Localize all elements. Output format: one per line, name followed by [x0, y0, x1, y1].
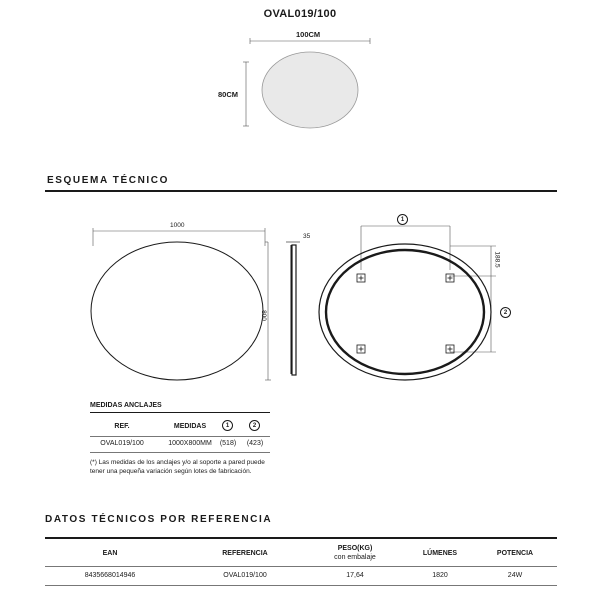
side-view [286, 242, 300, 375]
datos-heading-rule [45, 537, 557, 539]
datos-col-lumenes: LÚMENES [422, 550, 458, 557]
datos-col-peso: PESO(KG) [337, 545, 373, 552]
anchors-col-1: 1 [222, 420, 233, 431]
anchors-col-2: 2 [249, 420, 260, 431]
anchors-heading-rule [90, 412, 270, 413]
datos-heading: DATOS TÉCNICOS POR REFERENCIA [45, 514, 273, 525]
front-height-label: 800 [259, 310, 267, 321]
anchors-row-v1: (518) [219, 440, 237, 447]
anchors-row-v2: (423) [246, 440, 264, 447]
back-view-outer-oval [319, 244, 491, 380]
datos-col-referencia: REFERENCIA [222, 550, 268, 557]
front-view-oval [91, 242, 263, 380]
marker-2: 2 [500, 307, 511, 318]
back-view-dimension-lines [361, 226, 496, 352]
datos-row-ean: 8435668014946 [84, 572, 136, 579]
anchors-heading: MEDIDAS ANCLAJES [90, 402, 162, 409]
datos-col-peso-sub: con embalaje [334, 554, 376, 561]
anchors-col-ref: REF. [114, 423, 130, 430]
mirror-preview-oval [262, 52, 358, 128]
anchor-points [357, 274, 454, 353]
anchors-row-rule [90, 436, 270, 437]
back-view-inner-oval [326, 250, 484, 374]
datos-row-lumenes: 1820 [432, 572, 448, 579]
anchors-row-bottom-rule [90, 452, 270, 453]
anchors-row-medidas: 1000X800MM [168, 440, 212, 447]
datos-row-referencia: OVAL019/100 [223, 572, 267, 579]
front-view-dimension-lines [93, 228, 271, 380]
front-width-label: 1000 [170, 222, 185, 229]
datos-row-potencia: 24W [507, 572, 523, 579]
technical-heading: ESQUEMA TÉCNICO [47, 175, 169, 186]
preview-height-label: 80CM [218, 90, 239, 99]
datos-col-ean: EAN [102, 550, 118, 557]
anchors-row-ref: OVAL019/100 [100, 440, 144, 447]
anchors-col-medidas: MEDIDAS [173, 423, 207, 430]
technical-heading-rule [45, 190, 557, 192]
datos-row-rule [45, 566, 557, 567]
preview-width-label: 100CM [296, 30, 321, 39]
marker-1: 1 [397, 214, 408, 225]
product-title: OVAL019/100 [263, 8, 337, 20]
side-depth-label: 35 [303, 233, 311, 240]
datos-row-bottom-rule [45, 585, 557, 586]
datos-row-peso: 17,64 [346, 572, 364, 579]
datos-col-potencia: POTENCIA [496, 550, 534, 557]
anchors-note: (*) Las medidas de los anclajes y/o al soporte a pared puede tener una pequeña variación según lotes de fabricación. [90, 459, 265, 475]
back-offset-label: 188.5 [493, 251, 501, 268]
